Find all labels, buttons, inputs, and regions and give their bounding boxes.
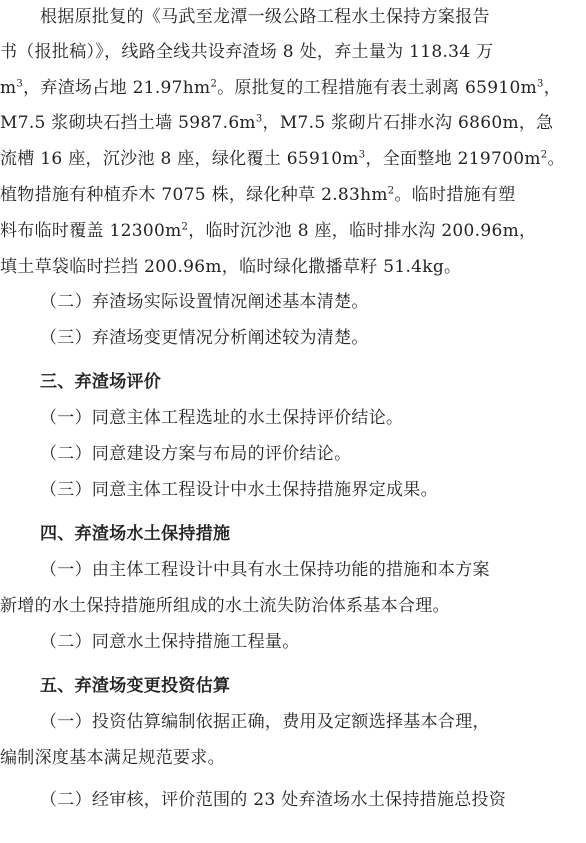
paragraph-line-5: 流槽 16 座，沉沙池 8 座，绿化覆土 $65910m^3$，全面整地 $219700m^2$。	[0, 149, 565, 169]
section-4-item-1-line-1: （一）由主体工程设计中具有水土保持功能的措施和本方案	[40, 560, 490, 580]
paragraph-line-4: M7.5 浆砌块石挡土墙 $5987.6m^3$，M7.5 浆砌片石排水沟 6860m，急	[0, 113, 554, 133]
section-5-item-1-line-1: （一）投资估算编制依据正确，费用及定额选择基本合理，	[40, 712, 490, 732]
paragraph-line-8: 填土草袋临时拦挡 200.96m，临时绿化撒播草籽 51.4kg。	[0, 257, 462, 277]
section-3-item-1: （一）同意主体工程选址的水土保持评价结论。	[40, 408, 404, 428]
paragraph-line-7: 料布临时覆盖 $12300m^2$，临时沉沙池 8 座，临时排水沟 200.96m，	[0, 221, 537, 241]
section-4-item-1-line-2: 新增的水土保持措施所组成的水土流失防治体系基本合理。	[0, 596, 450, 616]
section-4-item-2: （二）同意水土保持措施工程量。	[40, 632, 300, 652]
item-2-2: （二）弃渣场实际设置情况阐述基本清楚。	[40, 292, 369, 312]
section-3-item-3: （三）同意主体工程设计中水土保持措施界定成果。	[40, 480, 438, 500]
paragraph-line-3: $m^3$，弃渣场占地 $21.97hm^2$。原批复的工程措施有表土剥离 $65910m^3$，	[0, 78, 561, 98]
paragraph-line-2: 书（报批稿）》，线路全线共设弃渣场 8 处，弃土量为 118.34 万	[0, 42, 494, 62]
paragraph-line-6: 植物措施有种植乔木 7075 株，绿化种草 $2.83hm^2$。临时措施有塑	[0, 185, 516, 205]
section-5-heading: 五、弃渣场变更投资估算	[40, 676, 231, 696]
paragraph-line-1: 根据原批复的《马武至龙潭一级公路工程水土保持方案报告	[40, 7, 490, 27]
section-3-heading: 三、弃渣场评价	[40, 372, 162, 392]
section-5-item-1-line-2: 编制深度基本满足规范要求。	[0, 748, 225, 768]
section-5-item-2-line-1: （二）经审核，评价范围的 23 处弃渣场水土保持措施总投资	[40, 790, 507, 810]
section-4-heading: 四、弃渣场水土保持措施	[40, 524, 231, 544]
item-2-3: （三）弃渣场变更情况分析阐述较为清楚。	[40, 328, 369, 348]
section-3-item-2: （二）同意建设方案与布局的评价结论。	[40, 444, 352, 464]
